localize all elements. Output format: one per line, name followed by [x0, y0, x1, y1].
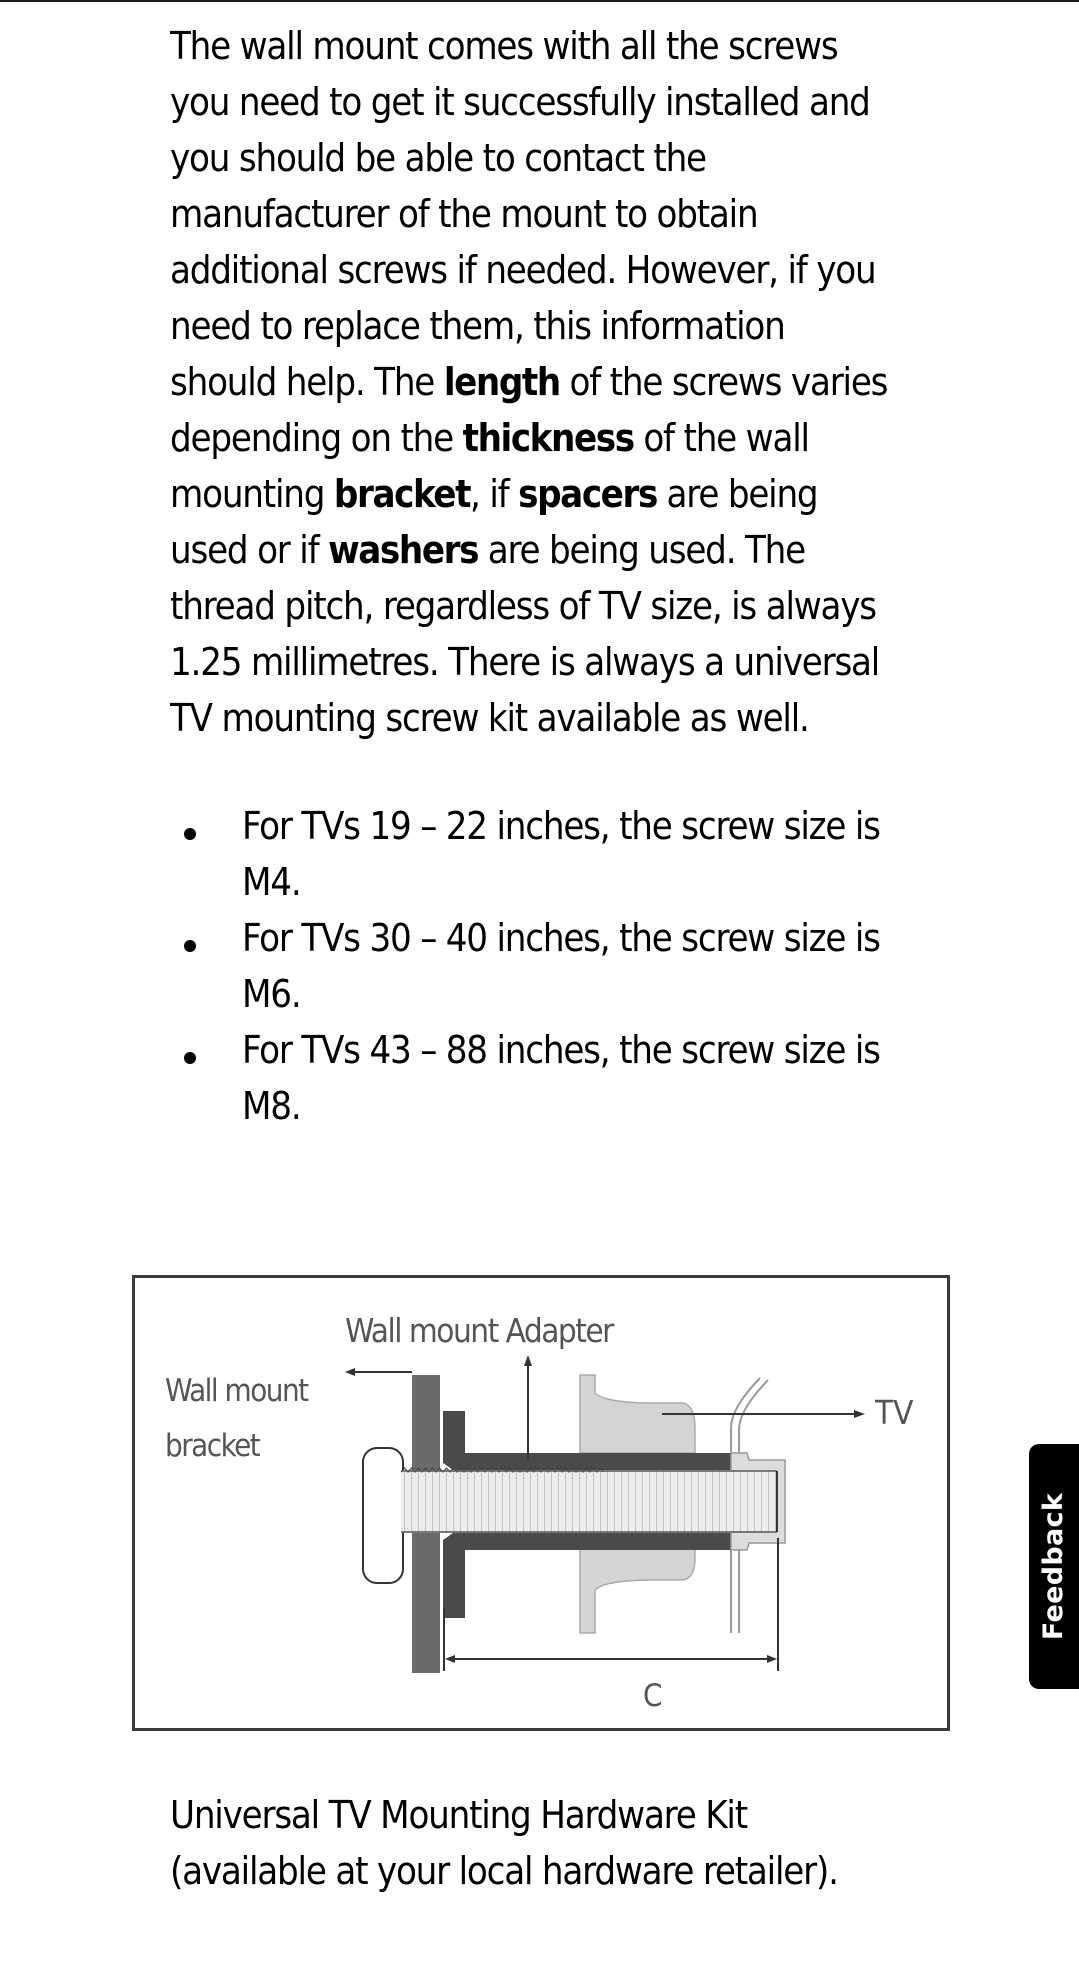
list-item-text: For TVs 19 – 22 inches, the screw size is M4.: [242, 804, 880, 904]
screw-head: [363, 1448, 403, 1583]
feedback-label: Feedback: [1038, 1492, 1070, 1641]
label-wall-mount-adapter: Wall mount Adapter: [345, 1311, 613, 1350]
label-tv: TV: [875, 1393, 914, 1432]
label-wall-mount-line2: bracket: [165, 1428, 260, 1464]
bullet-icon: [184, 828, 196, 840]
wall-mount-screw-diagram: [132, 1275, 950, 1731]
bold-term-length: length: [443, 360, 560, 404]
bold-term-washers: washers: [328, 528, 479, 572]
list-item: [170, 1022, 900, 1134]
bold-term-bracket: bracket: [333, 472, 471, 516]
bullet-icon: [184, 940, 196, 952]
bold-term-thickness: thickness: [462, 416, 634, 460]
text-segment: The wall mount comes with all the screws you need to get it successfully installed and you should be able to contact the manufacturer of the mount to obtain additional screws if needed. However, if you need to replace them, this information should help. The: [170, 24, 876, 404]
label-wall-mount-line1: Wall mount: [165, 1373, 308, 1409]
top-divider: [0, 0, 1079, 2]
feedback-button[interactable]: [1029, 1444, 1079, 1689]
label-dimension-c: C: [643, 1678, 663, 1714]
intro-paragraph: [170, 18, 900, 746]
text-segment: , if: [470, 472, 519, 516]
list-item: [170, 910, 900, 1022]
hardware-kit-caption: Universal TV Mounting Hardware Kit (available at your local hardware retailer).: [170, 1793, 838, 1893]
list-item-text: For TVs 30 – 40 inches, the screw size is M6.: [242, 916, 880, 1016]
bullet-icon: [184, 1052, 196, 1064]
text-segment: are being used or if: [170, 472, 818, 572]
text-segment: of the wall mounting: [170, 416, 809, 516]
list-item: [170, 798, 900, 910]
bold-term-spacers: spacers: [518, 472, 657, 516]
article-content: [170, 18, 900, 1134]
screw-size-list: [170, 798, 900, 1134]
list-item-text: For TVs 43 – 88 inches, the screw size is M8.: [242, 1028, 880, 1128]
text-segment: are being used. The thread pitch, regardless of TV size, is always 1.25 millimetres. There is always a universal TV mounting screw kit available as well.: [170, 528, 880, 740]
text-segment: of the screws varies depending on the: [170, 360, 888, 460]
